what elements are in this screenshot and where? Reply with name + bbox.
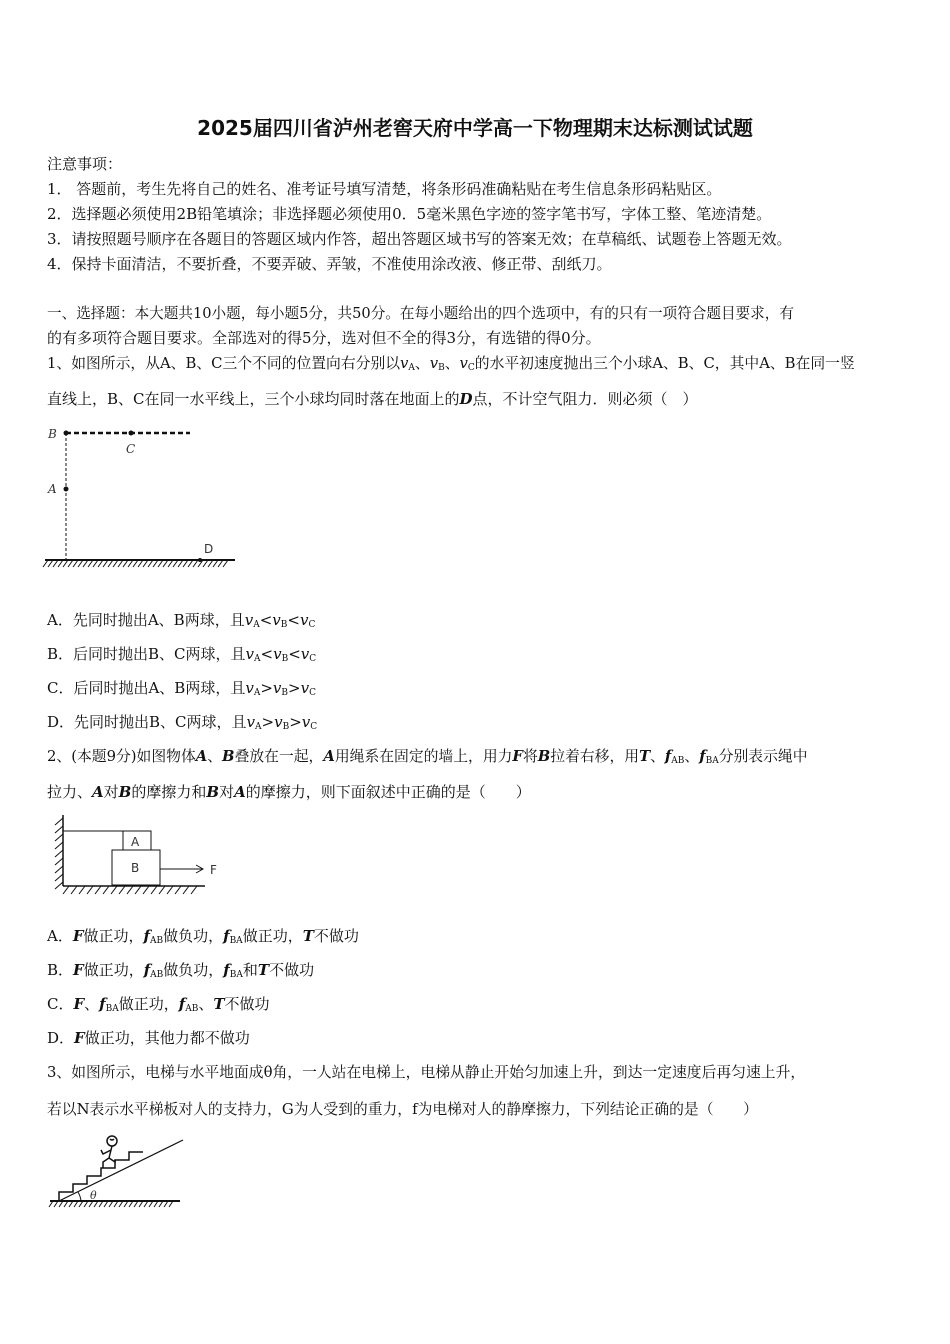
q1-option-a[interactable]: A．先同时抛出A、B两球，且$v_A<v_B<v_C$ bbox=[47, 611, 316, 630]
hatch-mark bbox=[88, 560, 93, 567]
hatch-mark bbox=[55, 858, 63, 865]
hatch-mark bbox=[183, 886, 189, 894]
notice-item: 4．保持卡面清洁，不要折叠，不要弄破、弄皱，不准使用涂改液、修正带、刮纸刀。 bbox=[47, 255, 612, 273]
q2-wall-hatch bbox=[55, 818, 63, 889]
hatch-mark bbox=[113, 560, 118, 567]
q2-figure bbox=[45, 812, 235, 904]
q2-label-f: F bbox=[210, 863, 217, 877]
q3-angle-arc bbox=[78, 1192, 81, 1201]
hatch-mark bbox=[133, 560, 138, 567]
hatch-mark bbox=[73, 560, 78, 567]
hatch-mark bbox=[55, 818, 63, 825]
q1-label-a: A bbox=[48, 482, 57, 496]
hatch-mark bbox=[223, 560, 228, 567]
hatch-mark bbox=[178, 560, 183, 567]
hatch-mark bbox=[127, 886, 133, 894]
hatch-mark bbox=[173, 560, 178, 567]
hatch-mark bbox=[63, 886, 69, 894]
hatch-mark bbox=[78, 560, 83, 567]
hatch-mark bbox=[128, 560, 133, 567]
q3-stem-line1: 3、如图所示，电梯与水平地面成θ角，一人站在电梯上，电梯从静止开始匀加速上升，到达一定速度后再匀速上升， bbox=[47, 1064, 806, 1081]
q3-steps bbox=[59, 1152, 143, 1201]
hatch-mark bbox=[168, 560, 173, 567]
hatch-mark bbox=[191, 886, 197, 894]
hatch-mark bbox=[71, 886, 77, 894]
hatch-mark bbox=[58, 560, 63, 567]
hatch-mark bbox=[55, 874, 63, 881]
hatch-mark bbox=[53, 560, 58, 567]
hatch-mark bbox=[55, 882, 63, 889]
hatch-mark bbox=[55, 834, 63, 841]
hatch-mark bbox=[63, 560, 68, 567]
notice-item: 2．选择题必须使用2B铅笔填涂；非选择题必须使用0．5毫米黑色字迹的签字笔书写，字体工整、笔迹清楚。 bbox=[47, 205, 772, 223]
hatch-mark bbox=[213, 560, 218, 567]
hatch-mark bbox=[83, 560, 88, 567]
hatch-mark bbox=[158, 560, 163, 567]
q2-label-a: A bbox=[131, 835, 140, 849]
hatch-mark bbox=[183, 560, 188, 567]
q1-option-b[interactable]: B．后同时抛出B、C两球，且$v_A<v_B<v_C$ bbox=[47, 645, 317, 664]
hatch-mark bbox=[167, 886, 173, 894]
q1-label-b: B bbox=[48, 427, 57, 441]
q3-figure bbox=[45, 1128, 185, 1218]
hatch-mark bbox=[153, 560, 158, 567]
hatch-mark bbox=[143, 560, 148, 567]
hatch-mark bbox=[175, 886, 181, 894]
q1-point-b bbox=[64, 431, 69, 436]
hatch-mark bbox=[118, 560, 123, 567]
notice-heading: 注意事项： bbox=[47, 155, 123, 173]
q2-option-d[interactable]: D．F做正功，其他力都不做功 bbox=[47, 1029, 250, 1047]
q3-incline bbox=[59, 1140, 183, 1201]
hatch-mark bbox=[123, 560, 128, 567]
hatch-mark bbox=[103, 560, 108, 567]
hatch-mark bbox=[138, 560, 143, 567]
hatch-mark bbox=[119, 886, 125, 894]
q1-point-a bbox=[64, 487, 69, 492]
hatch-mark bbox=[193, 560, 198, 567]
section-intro-line2: 的有多项符合题目要求。全部选对的得5分，选对但不全的得3分，有选错的得0分。 bbox=[47, 329, 601, 347]
q2-stem-line2: 拉力、A对B的摩擦力和B对A的摩擦力，则下面叙述中正确的是（ ） bbox=[47, 783, 531, 801]
hatch-mark bbox=[108, 560, 113, 567]
hatch-mark bbox=[55, 850, 63, 857]
hatch-mark bbox=[218, 560, 223, 567]
hatch-mark bbox=[203, 560, 208, 567]
hatch-mark bbox=[48, 560, 53, 567]
q1-option-c[interactable]: C．后同时抛出A、B两球，且$v_A>v_B>v_C$ bbox=[47, 679, 316, 698]
hatch-mark bbox=[55, 866, 63, 873]
hatch-mark bbox=[55, 826, 63, 833]
hatch-mark bbox=[159, 886, 165, 894]
hatch-mark bbox=[93, 560, 98, 567]
hatch-mark bbox=[111, 886, 117, 894]
q2-option-c[interactable]: C．F、$f_{BA}$做正功，$f_{AB}$、T不做功 bbox=[47, 995, 270, 1014]
q2-floor-hatch bbox=[63, 886, 197, 894]
q1-figure bbox=[40, 420, 240, 575]
notice-item: 1． 答题前，考生先将自己的姓名、准考证号填写清楚，将条形码准确粘贴在考生信息条形码粘贴区。 bbox=[47, 180, 722, 198]
notice-item: 3．请按照题号顺序在各题目的答题区域内作答，超出答题区域书写的答案无效；在草稿纸、试题卷上答题无效。 bbox=[47, 230, 792, 248]
q3-stem-line2: 若以N表示水平梯板对人的支持力，G为人受到的重力，f为电梯对人的静摩擦力，下列结论正确的是（ ） bbox=[47, 1101, 758, 1118]
page-title: 2025届四川省泸州老窖天府中学高一下物理期末达标测试试题 bbox=[197, 116, 753, 140]
q3-label-theta: θ bbox=[90, 1189, 97, 1202]
hatch-mark bbox=[43, 560, 48, 567]
hatch-mark bbox=[103, 886, 109, 894]
q2-option-b[interactable]: B．F做正功，$f_{AB}$做负功，$f_{BA}$和T不做功 bbox=[47, 961, 315, 980]
hatch-mark bbox=[148, 560, 153, 567]
hatch-mark bbox=[143, 886, 149, 894]
q1-point-c bbox=[129, 431, 134, 436]
hatch-mark bbox=[95, 886, 101, 894]
section-intro-line1: 一、选择题：本大题共10小题，每小题5分，共50分。在每小题给出的四个选项中，有的只有一项符合题目要求，有 bbox=[47, 305, 794, 322]
hatch-mark bbox=[188, 560, 193, 567]
hatch-mark bbox=[55, 842, 63, 849]
q1-stem-line1: 1、如图所示，从A、B、C三个不同的位置向右分别以$v_A$、$v_B$、$v_C$的水平初速度抛出三个小球A、B、C，其中A、B在同一竖 bbox=[47, 355, 855, 373]
q2-stem-line1: 2、(本题9分)如图物体A、B叠放在一起，A用绳系在固定的墙上，用力F将B拉着右移，用T、$f_{AB}$、$f_{BA}$分别表示绳中 bbox=[47, 748, 808, 766]
hatch-mark bbox=[151, 886, 157, 894]
q1-option-d[interactable]: D．先同时抛出B、C两球，且$v_A>v_B>v_C$ bbox=[47, 713, 318, 732]
q1-stem-line2: 直线上，B、C在同一水平线上，三个小球均同时落在地面上的D点，不计空气阻力．则必须（ ） bbox=[47, 390, 698, 408]
q2-option-a[interactable]: A．F做正功，$f_{AB}$做负功，$f_{BA}$做正功，T不做功 bbox=[47, 927, 359, 946]
hatch-mark bbox=[79, 886, 85, 894]
hatch-mark bbox=[135, 886, 141, 894]
hatch-mark bbox=[208, 560, 213, 567]
q1-label-c: C bbox=[126, 442, 136, 456]
q2-label-b: B bbox=[131, 861, 140, 875]
hatch-mark bbox=[87, 886, 93, 894]
hatch-mark bbox=[68, 560, 73, 567]
hatch-mark bbox=[98, 560, 103, 567]
hatch-mark bbox=[163, 560, 168, 567]
q1-label-d: D bbox=[204, 542, 214, 556]
